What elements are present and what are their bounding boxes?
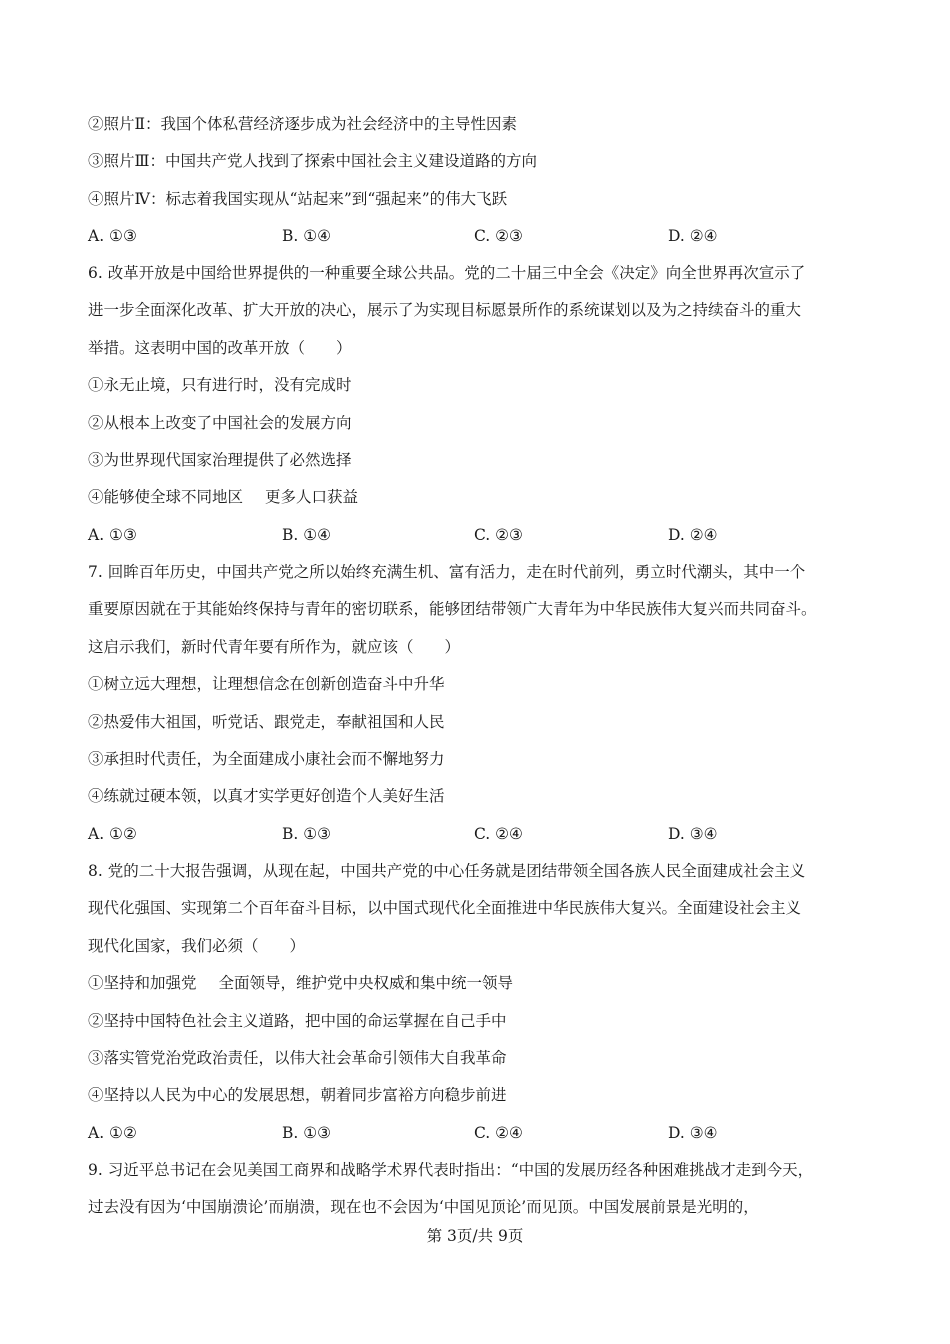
q8-statement-4: ④坚持以人民为中心的发展思想，朝着同步富裕方向稳步前进 bbox=[88, 1086, 507, 1104]
q5-option-c: C. ②③ bbox=[474, 227, 523, 245]
q6-statement-2: ②从根本上改变了中国社会的发展方向 bbox=[88, 414, 352, 432]
q7-options bbox=[88, 824, 878, 844]
q5-option-b: B. ①④ bbox=[282, 227, 332, 245]
q8-stem-line-3: 现代化国家，我们必须（ ） bbox=[88, 937, 306, 955]
q5-statement-4: ④照片Ⅳ：标志着我国实现从“站起来”到“强起来”的伟大飞跃 bbox=[88, 190, 508, 208]
q8-statement-3: ③落实管党治党政治责任，以伟大社会革命引领伟大自我革命 bbox=[88, 1049, 507, 1067]
q7-option-b: B. ①③ bbox=[282, 825, 332, 843]
q7-statement-4: ④练就过硬本领，以真才实学更好创造个人美好生活 bbox=[88, 787, 445, 805]
q6-stem-line-3: 举措。这表明中国的改革开放（ ） bbox=[88, 339, 352, 357]
q7-option-c: C. ②④ bbox=[474, 825, 523, 843]
q6-statement-1: ①永无止境，只有进行时，没有完成时 bbox=[88, 376, 352, 394]
q7-stem-line-1: 7. 回眸百年历史，中国共产党之所以始终充满生机、富有活力，走在时代前列，勇立时代潮头，其中一个 bbox=[88, 563, 806, 581]
q9-stem-line-2: 过去没有因为‘中国崩溃论’而崩溃，现在也不会因为‘中国见顶论’而见顶。中国发展前景是光明的， bbox=[88, 1198, 759, 1216]
q6-statement-3: ③为世界现代国家治理提供了必然选择 bbox=[88, 451, 352, 469]
q6-statement-4 bbox=[88, 487, 870, 507]
q6-option-c: C. ②③ bbox=[474, 526, 523, 544]
q8-statement-1-part-1: ①坚持和加强党 bbox=[88, 974, 197, 992]
q6-stem-line-2: 进一步全面深化改革、扩大开放的决心，展示了为实现目标愿景所作的系统谋划以及为之持续奋斗的重大 bbox=[88, 301, 802, 319]
q5-statement-2: ②照片Ⅱ：我国个体私营经济逐步成为社会经济中的主导性因素 bbox=[88, 115, 518, 133]
q8-option-d: D. ③④ bbox=[668, 1124, 718, 1142]
q5-options bbox=[88, 226, 878, 246]
q8-statement-1 bbox=[88, 973, 870, 993]
q6-option-a: A. ①③ bbox=[88, 526, 137, 544]
q6-option-b: B. ①④ bbox=[282, 526, 332, 544]
q7-stem-line-3: 这启示我们，新时代青年要有所作为，就应该（ ） bbox=[88, 638, 461, 656]
q8-options bbox=[88, 1123, 878, 1143]
q7-option-a: A. ①② bbox=[88, 825, 137, 843]
q7-statement-1: ①树立远大理想，让理想信念在创新创造奋斗中升华 bbox=[88, 675, 445, 693]
q7-statement-3: ③承担时代责任，为全面建成小康社会而不懈地努力 bbox=[88, 750, 445, 768]
q5-option-d: D. ②④ bbox=[668, 227, 718, 245]
q8-option-b: B. ①③ bbox=[282, 1124, 332, 1142]
q6-option-d: D. ②④ bbox=[668, 526, 718, 544]
q6-statement-4-part-2: 更多人口获益 bbox=[265, 488, 359, 506]
q7-stem-line-2: 重要原因就在于其能始终保持与青年的密切联系，能够团结带领广大青年为中华民族伟大复兴而共同奋斗。 bbox=[88, 600, 817, 618]
q8-statement-1-part-2: 全面领导，维护党中央权威和集中统一领导 bbox=[218, 974, 514, 992]
page-number-footer: 第 3页/共 9页 bbox=[426, 1227, 524, 1245]
q8-stem-line-1: 8. 党的二十大报告强调，从现在起，中国共产党的中心任务就是团结带领全国各族人民全面建成社会主义 bbox=[88, 862, 806, 880]
q7-option-d: D. ③④ bbox=[668, 825, 718, 843]
q8-stem-line-2: 现代化强国、实现第二个百年奋斗目标，以中国式现代化全面推进中华民族伟大复兴。全面建设社会主义 bbox=[88, 899, 802, 917]
q6-options bbox=[88, 525, 878, 545]
q9-stem-line-1: 9. 习近平总书记在会见美国工商界和战略学术界代表时指出：“中国的发展历经各种困难挑战才走到今天， bbox=[88, 1161, 814, 1179]
q8-option-a: A. ①② bbox=[88, 1124, 137, 1142]
q8-option-c: C. ②④ bbox=[474, 1124, 523, 1142]
q5-statement-3: ③照片Ⅲ：中国共产党人找到了探索中国社会主义建设道路的方向 bbox=[88, 152, 537, 170]
q7-statement-2: ②热爱伟大祖国，听党话、跟党走，奉献祖国和人民 bbox=[88, 713, 445, 731]
q6-statement-4-part-1: ④能够使全球不同地区 bbox=[88, 488, 244, 506]
q8-statement-2: ②坚持中国特色社会主义道路，把中国的命运掌握在自己手中 bbox=[88, 1012, 507, 1030]
q5-option-a: A. ①③ bbox=[88, 227, 137, 245]
q6-stem-line-1: 6. 改革开放是中国给世界提供的一种重要全球公共品。党的二十届三中全会《决定》向全世界再次宣示了 bbox=[88, 264, 806, 282]
